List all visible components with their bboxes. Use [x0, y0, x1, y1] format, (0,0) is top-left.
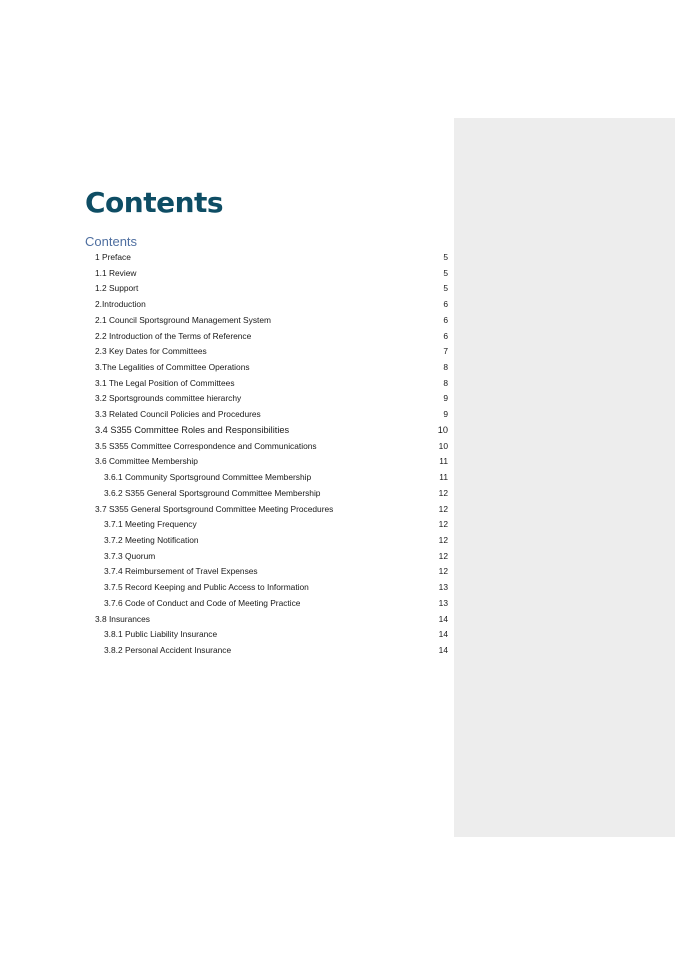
- toc-entry-page-number[interactable]: 7: [443, 346, 448, 357]
- toc-entry-page-number[interactable]: 12: [438, 566, 448, 577]
- toc-entry[interactable]: [0, 329, 675, 345]
- toc-entry-page-number[interactable]: 5: [443, 267, 448, 278]
- toc-entry-label[interactable]: 2.3 Key Dates for Committees: [95, 346, 207, 357]
- toc-entry[interactable]: [0, 266, 675, 282]
- toc-entry[interactable]: [0, 360, 675, 376]
- toc-entry-label[interactable]: 3.3 Related Council Policies and Procedures: [95, 409, 261, 420]
- toc-entry-page-number[interactable]: 8: [443, 377, 448, 388]
- toc-entry[interactable]: [0, 564, 675, 580]
- toc-entry[interactable]: [0, 313, 675, 329]
- toc-entry-page-number[interactable]: 6: [443, 314, 448, 325]
- toc-entry-label[interactable]: 3.The Legalities of Committee Operations: [95, 362, 250, 373]
- toc-entry-page-number[interactable]: 14: [438, 644, 448, 655]
- toc-entry[interactable]: [0, 376, 675, 392]
- toc-entry-label[interactable]: 3.8.1 Public Liability Insurance: [104, 629, 218, 640]
- toc-entry-page-number[interactable]: 5: [443, 252, 448, 262]
- toc-entry[interactable]: [0, 486, 675, 502]
- table-of-contents: [0, 250, 675, 659]
- toc-entry-page-number[interactable]: 5: [443, 283, 448, 294]
- toc-entry[interactable]: [0, 391, 675, 407]
- toc-entry-label[interactable]: 3.6.2 S355 General Sportsground Committee Membership: [104, 487, 321, 498]
- toc-entry[interactable]: [0, 470, 675, 486]
- toc-entry-label[interactable]: 3.7.5 Record Keeping and Public Access to Information: [104, 582, 309, 593]
- toc-entry-page-number[interactable]: 6: [443, 299, 448, 310]
- toc-entry-page-number[interactable]: 11: [439, 456, 448, 467]
- toc-entry[interactable]: [0, 612, 675, 628]
- toc-entry-page-number[interactable]: 12: [438, 550, 448, 561]
- toc-entry-label[interactable]: 3.2 Sportsgrounds committee hierarchy: [95, 393, 242, 404]
- toc-entry[interactable]: [0, 627, 675, 643]
- toc-heading: Contents: [85, 234, 138, 249]
- toc-entry-page-number[interactable]: 14: [438, 613, 448, 624]
- toc-entry[interactable]: [0, 549, 675, 565]
- toc-entry-label[interactable]: 1 Preface: [95, 252, 131, 262]
- toc-entry[interactable]: [0, 250, 675, 266]
- toc-entry-page-number[interactable]: 12: [438, 487, 448, 498]
- toc-entry-label[interactable]: 3.7.3 Quorum: [104, 550, 156, 561]
- toc-entry[interactable]: [0, 517, 675, 533]
- toc-entry-page-number[interactable]: 14: [438, 629, 448, 640]
- toc-entry[interactable]: [0, 439, 675, 455]
- toc-entry-label[interactable]: 3.7.6 Code of Conduct and Code of Meeting Practice: [104, 597, 301, 608]
- toc-entry[interactable]: [0, 533, 675, 549]
- toc-entry[interactable]: [0, 281, 675, 297]
- toc-entry-label[interactable]: 2.Introduction: [95, 299, 146, 310]
- toc-entry[interactable]: [0, 344, 675, 360]
- toc-entry-label[interactable]: 3.1 The Legal Position of Committees: [95, 377, 235, 388]
- toc-entry[interactable]: [0, 580, 675, 596]
- toc-entry[interactable]: [0, 454, 675, 470]
- toc-entry-page-number[interactable]: 13: [438, 582, 448, 593]
- toc-entry-label[interactable]: 3.7.2 Meeting Notification: [104, 534, 199, 545]
- toc-entry-label[interactable]: 2.1 Council Sportsground Management System: [95, 314, 271, 325]
- toc-entry-label[interactable]: 3.6.1 Community Sportsground Committee Membership: [104, 472, 312, 483]
- toc-entry[interactable]: [0, 297, 675, 313]
- toc-entry-page-number[interactable]: 12: [438, 519, 448, 530]
- toc-entry-label[interactable]: 3.4 S355 Committee Roles and Responsibilities: [95, 424, 290, 435]
- toc-entry[interactable]: [0, 423, 675, 439]
- toc-entry-label[interactable]: 3.8 Insurances: [95, 613, 150, 624]
- toc-entry-page-number[interactable]: 6: [443, 330, 448, 341]
- toc-entry-page-number[interactable]: 9: [443, 409, 448, 420]
- toc-entry-label[interactable]: 3.7.4 Reimbursement of Travel Expenses: [104, 566, 258, 577]
- toc-entry-label[interactable]: 3.7 S355 General Sportsground Committee Meeting Procedures: [95, 503, 334, 514]
- toc-entry-label[interactable]: 1.2 Support: [95, 283, 139, 294]
- toc-entry-page-number[interactable]: 13: [438, 597, 448, 608]
- toc-entry[interactable]: [0, 643, 675, 659]
- toc-entry-label[interactable]: 3.6 Committee Membership: [95, 456, 198, 467]
- toc-entry-label[interactable]: 3.8.2 Personal Accident Insurance: [104, 644, 232, 655]
- toc-entry-label[interactable]: 3.5 S355 Committee Correspondence and Communications: [95, 440, 317, 451]
- toc-entry-page-number[interactable]: 10: [438, 440, 448, 451]
- toc-entry-label[interactable]: 3.7.1 Meeting Frequency: [104, 519, 197, 530]
- toc-entry-page-number[interactable]: 8: [443, 362, 448, 373]
- toc-entry-label[interactable]: 2.2 Introduction of the Terms of Reference: [95, 330, 252, 341]
- toc-entry-page-number[interactable]: 11: [439, 472, 448, 483]
- toc-entry-page-number[interactable]: 10: [437, 424, 448, 435]
- toc-entry-page-number[interactable]: 12: [438, 503, 448, 514]
- toc-entry[interactable]: [0, 596, 675, 612]
- toc-entry-page-number[interactable]: 9: [443, 393, 448, 404]
- toc-entry[interactable]: [0, 502, 675, 518]
- toc-entry-page-number[interactable]: 12: [438, 534, 448, 545]
- toc-entry-label[interactable]: 1.1 Review: [95, 267, 137, 278]
- page-title: Contents: [85, 186, 224, 219]
- toc-entry[interactable]: [0, 407, 675, 423]
